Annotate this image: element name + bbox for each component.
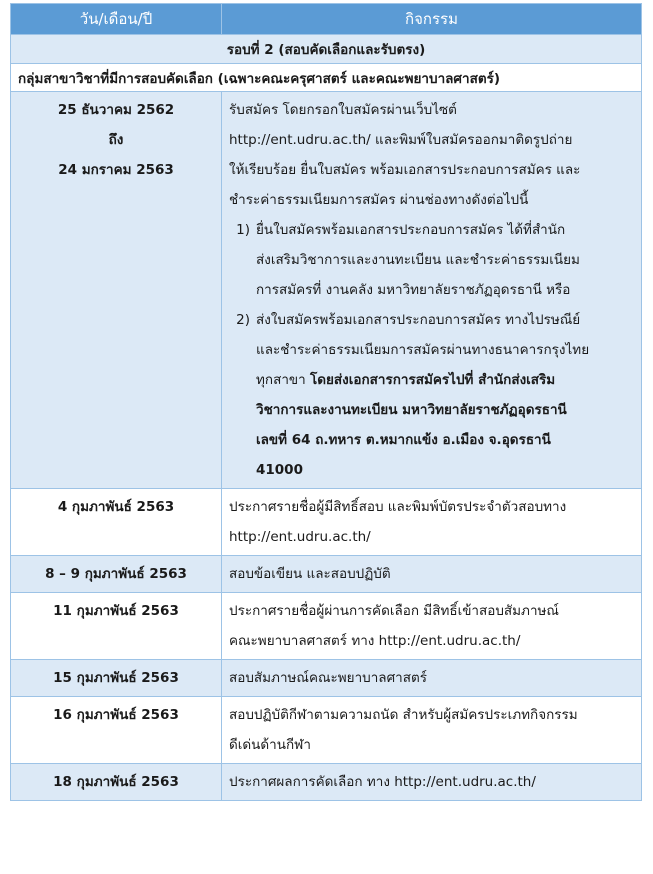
list-number: 1) (236, 222, 250, 238)
date-start: 25 ธันวาคม 2562 (57, 102, 175, 118)
activity-cell (222, 660, 642, 697)
activity-line: ดีเด่นด้านกีฬา (229, 737, 311, 753)
list-line (256, 365, 635, 395)
table-row (11, 764, 642, 801)
date-column-header: วัน/เดือน/ปี (11, 4, 222, 35)
activity-line: รับสมัคร โดยกรอกใบสมัครผ่านเว็บไซต์ (229, 102, 457, 118)
section-title: รอบที่ 2 (สอบคัดเลือกและรับตรง) (11, 35, 642, 64)
table-row (11, 556, 642, 593)
list-line: เลขที่ 64 ถ.ทหาร ต.หมากแข้ง อ.เมือง จ.อุดรธานี (256, 432, 551, 448)
table-row (11, 593, 642, 660)
table-row (11, 660, 642, 697)
activity-line: สอบปฏิบัติกีฬาตามความถนัด สำหรับผู้สมัครประเภทกิจกรรม (229, 707, 578, 723)
activity-line: ประกาศรายชื่อผู้ผ่านการคัดเลือก มีสิทธิ์เข้าสอบสัมภาษณ์ (229, 603, 559, 619)
date-to: ถึง (108, 132, 124, 148)
date-cell: 8 – 9 กุมภาพันธ์ 2563 (11, 556, 222, 593)
list-line: ส่งใบสมัครพร้อมเอกสารประกอบการสมัคร ทางไปรษณีย์ (256, 312, 581, 328)
section-row (11, 35, 642, 64)
activity-cell (222, 92, 642, 489)
list-line: ส่งเสริมวิชาการและงานทะเบียน และชำระค่าธรรมเนียม (256, 252, 580, 268)
activity-line: http://ent.udru.ac.th/ (229, 529, 371, 545)
schedule-table (10, 3, 642, 801)
date-cell: 16 กุมภาพันธ์ 2563 (11, 697, 222, 764)
activity-cell (222, 556, 642, 593)
activity-line: ประกาศผลการคัดเลือก ทาง http://ent.udru.ac.th/ (229, 774, 536, 790)
activity-cell (222, 764, 642, 801)
activity-cell (222, 593, 642, 660)
activity-column-header: กิจกรรม (222, 4, 642, 35)
list-text (256, 305, 635, 485)
activity-line: http://ent.udru.ac.th/ และพิมพ์ใบสมัครออกมาติดรูปถ่าย (229, 132, 573, 148)
list-line: 41000 (256, 462, 303, 478)
table-row (11, 697, 642, 764)
activity-cell (222, 489, 642, 556)
list-number: 2) (236, 312, 250, 328)
activity-line: ประกาศรายชื่อผู้มีสิทธิ์สอบ และพิมพ์บัตรประจำตัวสอบทาง (229, 499, 567, 515)
date-cell: 11 กุมภาพันธ์ 2563 (11, 593, 222, 660)
group-row (11, 64, 642, 92)
activity-line: ชำระค่าธรรมเนียมการสมัคร ผ่านช่องทางดังต่อไปนี้ (229, 192, 529, 208)
list-text (256, 215, 635, 305)
date-end: 24 มกราคม 2563 (58, 162, 174, 178)
list-line-plain: ทุกสาขา (256, 372, 310, 388)
date-cell: 4 กุมภาพันธ์ 2563 (11, 489, 222, 556)
list-line: วิชาการและงานทะเบียน มหาวิทยาลัยราชภัฏอุดรธานี (256, 402, 567, 418)
table-row (11, 489, 642, 556)
date-cell: 18 กุมภาพันธ์ 2563 (11, 764, 222, 801)
activity-line: สอบข้อเขียน และสอบปฏิบัติ (229, 566, 391, 582)
list-item (229, 215, 635, 305)
activity-line: ให้เรียบร้อย ยื่นใบสมัคร พร้อมเอกสารประกอบการสมัคร และ (229, 162, 581, 178)
activity-cell (222, 697, 642, 764)
date-cell: 15 กุมภาพันธ์ 2563 (11, 660, 222, 697)
list-line: ยื่นใบสมัครพร้อมเอกสารประกอบการสมัคร ได้ที่สำนัก (256, 222, 566, 238)
activity-line: สอบสัมภาษณ์คณะพยาบาลศาสตร์ (229, 670, 427, 686)
list-item (229, 305, 635, 485)
group-title: กลุ่มสาขาวิชาที่มีการสอบคัดเลือก (เฉพาะคณะครุศาสตร์ และคณะพยาบาลศาสตร์) (11, 64, 642, 92)
list-line: และชำระค่าธรรมเนียมการสมัครผ่านทางธนาคารกรุงไทย (256, 342, 590, 358)
table-row-application (11, 92, 642, 489)
list-line: การสมัครที่ งานคลัง มหาวิทยาลัยราชภัฏอุดรธานี หรือ (256, 282, 571, 298)
list-line-bold: โดยส่งเอกสารการสมัครไปที่ สำนักส่งเสริม (310, 372, 556, 388)
date-cell (11, 92, 222, 489)
header-row (11, 4, 642, 35)
activity-line: คณะพยาบาลศาสตร์ ทาง http://ent.udru.ac.th/ (229, 633, 521, 649)
